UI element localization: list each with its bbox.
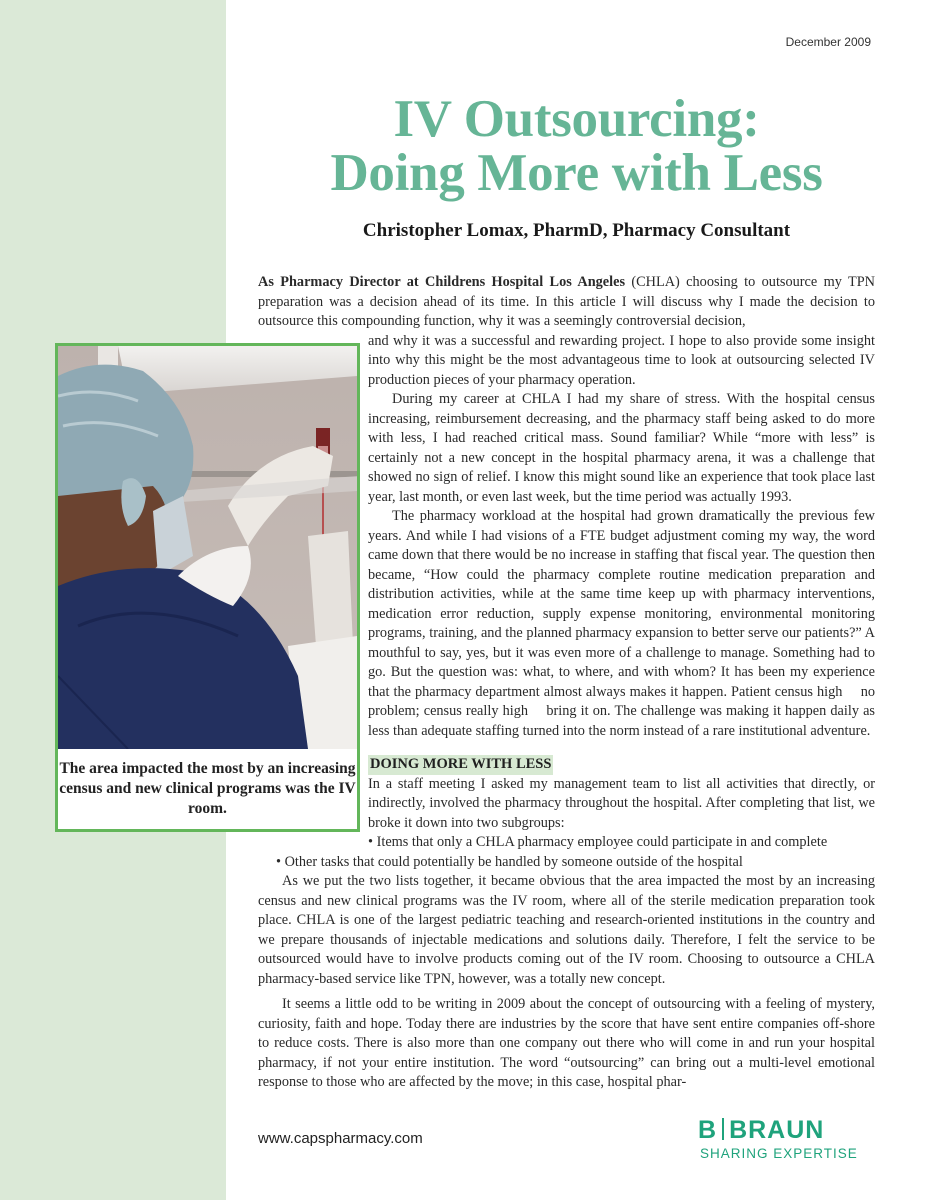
- iv-room-photo: [58, 346, 357, 749]
- title-line-1: IV Outsourcing:: [393, 90, 760, 148]
- bullet-item: • Other tasks that could potentially be handled by someone outside of the hospital: [276, 853, 743, 870]
- issue-date: December 2009: [785, 35, 871, 49]
- bullet-item: • Items that only a CHLA pharmacy employee could participate in and complete: [368, 834, 828, 850]
- figure-box: [55, 343, 360, 832]
- logo-name: BRAUN: [729, 1116, 825, 1144]
- article-title: [226, 92, 927, 200]
- intro-lead-bold: As Pharmacy Director at Childrens Hospital Los Angeles: [258, 274, 626, 290]
- bbraun-logo: [698, 1117, 878, 1161]
- figure-caption: The area impacted the most by an increasing census and new clinical programs was the IV room.: [59, 759, 356, 817]
- article-body: [59, 273, 875, 1093]
- paragraph-staff-meeting: In a staff meeting I asked my management team to list all activities that directly, or indirectly, involved the pharmacy throughout the hospital. After completing that list, we broke it down into two subgroups:: [368, 775, 875, 831]
- paragraph-iv-room: As we put the two lists together, it became obvious that the area impacted the most by an increasing census and new clinical programs was the IV room, where all of the sterile medication preparation took place. CHLA is one of the largest pediatric teaching and research-oriented institutions in the country and we prepare thousands of injectable medications and solutions daily. Therefore, I felt the service to be outsourced would have to involve products coming out of the IV room. Choosing to outsource a CHLA pharmacy-based service like TPN, however, was a totally new concept.: [258, 873, 875, 987]
- bullet-text: Items that only a CHLA pharmacy employee could participate in and complete: [376, 834, 828, 850]
- paragraph-outsourcing: It seems a little odd to be writing in 2009 about the concept of outsourcing with a feeling of mystery, curiosity, faith and hope. Today there are industries by the score that have sent entire companies off-shore to reduce costs. There is also more than one company out there who will come in and run your hospital pharmacy, if not your entire institution. The word “outsourcing” can bring out a multi-level emotional response to those who are affected by the move; in this case, hospital phar-: [258, 996, 875, 1090]
- footer-url[interactable]: www.capspharmacy.com: [258, 1130, 423, 1147]
- paragraph-career: During my career at CHLA I had my share of stress. With the hospital census increasing, reimbursement decreasing, and the pharmacy staff being asked to do more with less, I had reached critical mass. Sound familiar? While “more with less” is certainly not a new concept in the hospital pharmacy arena, it was a challenge that showed no sign of relief. I know this might sound like an experience that took place last year, last month, or even last week, but the time period was actually 1993.: [368, 391, 875, 505]
- logo-b: B: [698, 1116, 718, 1144]
- title-line-2: Doing More with Less: [330, 144, 823, 202]
- intro-continued: and why it was a successful and rewarding project. I hope to also provide some insight into why this might be the most advantageous time to look at outsourcing selected IV production pieces of your pharmacy operation.: [368, 332, 875, 388]
- byline: Christopher Lomax, PharmD, Pharmacy Consultant: [362, 220, 791, 241]
- logo-tagline: SHARING EXPERTISE: [700, 1146, 858, 1161]
- bullet-text: Other tasks that could potentially be handled by someone outside of the hospital: [284, 853, 743, 870]
- paragraph-workload: The pharmacy workload at the hospital had grown dramatically the previous few years. And while I had visions of a FTE budget adjustment coming my way, the word came down that there would be no increase in staffing that fiscal year. The question then became, “How could the pharmacy complete routine medication preparation and distribution activities, while at the same time keep up with pharmacy interventions, medication error reduction, supply expense monitoring, environmental monitoring programs, training, and the planned pharmacy expansion to better serve our patients?” A mouthful to say, yes, but it was even more of a challenge to manage. Something had to go. But the question was: what, to where, and with whom? It has been my experience that the pharmacy department almost always makes it happen. Patient census high no problem; census really high bring it on. The challenge was making it happen daily as less than adequate staffing turned into the norm instead of a rare institutional adventure.: [368, 508, 875, 739]
- intro-paragraph: [258, 273, 875, 332]
- section-heading: DOING MORE WITH LESS: [368, 755, 553, 775]
- intro-text: (CHLA) choosing to outsource my TPN preparation was a decision ahead of its time. In this article I will discuss why I made the decision to outsource this compounding function, why it was a seemingly controversial decision,: [258, 274, 875, 329]
- logo-divider: [722, 1118, 724, 1140]
